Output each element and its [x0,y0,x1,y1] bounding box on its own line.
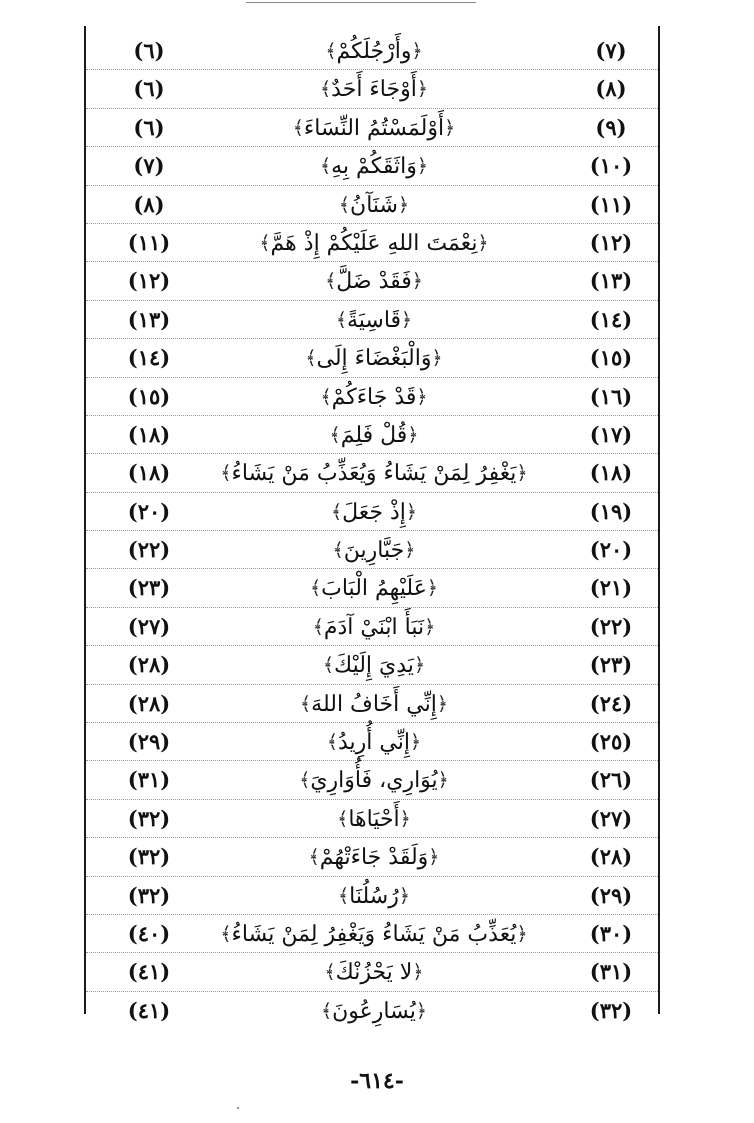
table-row [86,915,658,953]
row-quranic-word [204,301,544,339]
table-row [86,301,658,339]
row-verse-number: (٧) [595,38,627,63]
row-verse-number: (١٥) [589,345,633,371]
row-quranic-word [204,646,544,684]
row-quranic-word [204,953,544,991]
word-text: رُسُلُنَا [349,883,399,909]
row-verse-number: (٢٣) [589,652,633,678]
word-text: أَوْجَاءَ أَحَدٌ [331,77,417,103]
ornate-bracket-close: ﴾ [299,769,311,792]
row-quranic-word [204,992,544,1030]
ornate-bracket-close: ﴾ [325,40,337,62]
table-row [86,723,658,761]
word-text: نِعْمَتَ اللهِ عَلَيْكُمْ إِذْ هَمَّ [270,230,478,256]
ornate-bracket-close: ﴾ [338,884,350,907]
ornate-bracket-open: ﴿ [436,692,448,715]
row-verse-number: (١٤) [589,306,633,332]
ornate-bracket-close: ﴾ [320,78,332,101]
ornate-bracket-close: ﴾ [259,231,271,254]
word-text: وَاثَقَكُمْ بِهِ [331,154,417,180]
ornate-bracket-close: ﴾ [320,155,332,178]
ornate-bracket-open: ﴿ [411,270,423,293]
word-text: أَحْيَاهَا [348,806,400,832]
row-quranic-word [204,723,544,761]
ornate-bracket-close: ﴾ [322,654,335,677]
row-verse-number: (١٨) [589,460,633,486]
ornate-bracket-close: ﴾ [326,731,338,754]
word-text: نَبَأَ ابْنَيْ آدَمَ [323,614,425,640]
row-verse-number: (٨) [595,76,627,102]
ornate-bracket-open: ﴿ [416,78,428,101]
row-quranic-word [204,877,544,915]
row-page-reference: (٣٢) [127,882,171,908]
row-page-reference: (٣١) [127,767,171,793]
ornate-bracket-open: ﴿ [516,462,528,485]
table-row [86,877,658,915]
ornate-bracket-open: ﴿ [401,308,413,331]
word-text: يَدِيَ إِلَيْكَ [334,653,414,679]
table-row [86,493,658,531]
table-row [86,646,658,684]
row-verse-number: (٣٠) [589,920,633,946]
table-row [86,262,658,300]
top-rule [246,2,476,3]
ornate-bracket-close: ﴾ [329,423,341,446]
row-page-reference: (٣٢) [127,844,171,870]
row-verse-number: (١٢) [589,229,633,255]
ornate-bracket-open: ﴿ [407,423,419,446]
table-row [86,992,658,1030]
row-quranic-word [204,378,544,416]
row-verse-number: (٣١) [589,959,633,985]
table-row [86,186,658,224]
ornate-bracket-close: ﴾ [320,385,332,408]
table-row [86,32,658,70]
row-page-reference: (١١) [127,229,171,255]
scan-speck [237,1107,239,1109]
row-page-reference: (٦) [133,114,165,140]
row-page-reference: (١٨) [127,460,171,486]
row-verse-number: (٢٧) [589,805,633,831]
row-verse-number: (٢٢) [589,613,633,639]
row-page-reference: (٢٢) [127,537,171,563]
ornate-bracket-open: ﴿ [397,193,410,216]
ornate-bracket-open: ﴿ [405,500,418,523]
row-page-reference: (٧) [133,153,165,179]
row-quranic-word [204,569,544,607]
ornate-bracket-close: ﴾ [310,577,322,600]
row-page-reference: (٤١) [127,959,171,985]
table-row [86,224,658,262]
row-quranic-word [204,109,544,147]
row-page-reference: (٤٠) [127,920,171,946]
ornate-bracket-open: ﴿ [426,577,438,600]
table-row [86,608,658,646]
ornate-bracket-open: ﴿ [409,731,422,754]
word-text: شَنَآنُ [350,192,398,218]
word-text: فَقَدْ ضَلَّ [336,269,412,295]
row-verse-number: (١٩) [589,498,633,524]
ornate-bracket-close: ﴾ [330,500,343,523]
row-quranic-word [204,186,544,224]
row-quranic-word [204,531,544,569]
table-row [86,838,658,876]
row-quranic-word [204,685,544,723]
row-quranic-word [204,416,544,454]
table-row [86,454,658,492]
row-verse-number: (٢٩) [589,882,633,908]
row-quranic-word [204,800,544,838]
row-page-reference: (١٤) [127,345,171,371]
word-text: يُوَارِي، فَأُوَارِيَ [310,768,438,794]
row-page-reference: (٦) [133,38,165,63]
word-text: إِنِّي أُرِيدُ [338,730,410,756]
row-quranic-word [204,454,544,492]
ornate-bracket-open: ﴿ [415,999,427,1022]
row-page-reference: (٢٩) [127,729,171,755]
ornate-bracket-close: ﴾ [305,347,317,370]
row-verse-number: (٢٨) [589,844,633,870]
row-page-reference: (٢٧) [127,613,171,639]
word-text: وَلَقَدْ جَاءَتْهُمْ [319,845,429,871]
row-verse-number: (١٣) [589,268,633,294]
ornate-bracket-close: ﴾ [220,462,232,485]
row-quranic-word [204,838,544,876]
row-quranic-word [204,608,544,646]
word-text: يُعَذِّبُ مَنْ يَشَاءُ وَيَغْفِرُ لِمَنْ يَشَاءُ [231,921,517,947]
row-page-reference: (٣٢) [127,805,171,831]
row-page-reference: (٢٠) [127,498,171,524]
row-verse-number: (١١) [589,191,633,217]
word-text: جَبَّارِينَ [343,538,405,564]
row-page-reference: (٤١) [127,997,171,1023]
ornate-bracket-open: ﴿ [412,961,424,984]
page-number: -٦١٤- [350,1068,404,1094]
row-page-reference: (٢٨) [127,652,171,678]
word-text: إِنِّي أَخَافُ اللهَ [311,691,437,717]
row-verse-number: (١٠) [589,153,633,179]
row-page-reference: (١٥) [127,383,171,409]
table-row [86,70,658,108]
ornate-bracket-open: ﴿ [416,155,428,178]
row-page-reference: (١٨) [127,421,171,447]
ornate-bracket-close: ﴾ [325,270,337,293]
row-verse-number: (٢٠) [589,537,633,563]
row-verse-number: (٢٥) [589,729,633,755]
ornate-bracket-open: ﴿ [431,347,443,370]
table-row [86,953,658,991]
ornate-bracket-open: ﴿ [416,385,428,408]
row-quranic-word [204,70,544,108]
ornate-bracket-open: ﴿ [398,884,410,907]
row-verse-number: (٩) [595,114,627,140]
table-row [86,569,658,607]
word-text: لا يَحْزُنْكَ [335,960,413,986]
ornate-bracket-open: ﴿ [428,846,440,869]
ornate-bracket-open: ﴿ [437,769,449,792]
word-text: يَغْفِرُ لِمَنْ يَشَاءُ وَيُعَذِّبُ مَنْ يَشَاءُ [231,461,517,487]
ornate-bracket-close: ﴾ [337,807,349,830]
word-index-table [84,26,660,1024]
table-row [86,339,658,377]
row-quranic-word [204,493,544,531]
ornate-bracket-close: ﴾ [324,961,336,984]
ornate-bracket-open: ﴿ [516,922,528,945]
ornate-bracket-open: ﴿ [411,40,423,62]
row-page-reference: (٨) [133,191,165,217]
word-text: يُسَارِعُونَ [332,998,416,1024]
ornate-bracket-close: ﴾ [300,692,312,715]
ornate-bracket-close: ﴾ [292,116,304,139]
row-page-reference: (٢٣) [127,575,171,601]
word-text: عَلَيْهِمُ الْبَابَ [321,576,427,602]
row-quranic-word [204,224,544,262]
word-text: وأَرْجُلَكُمْ [336,39,412,64]
row-verse-number: (٢٦) [589,767,633,793]
row-verse-number: (١٧) [589,421,633,447]
row-quranic-word [204,32,544,70]
word-text: قُلْ فَلِمَ [340,422,408,448]
row-page-reference: (٦) [133,76,165,102]
ornate-bracket-close: ﴾ [308,846,320,869]
ornate-bracket-close: ﴾ [335,308,347,331]
table-row [86,685,658,723]
word-text: إِذْ جَعَلَ [342,499,406,525]
table-row [86,378,658,416]
row-quranic-word [204,761,544,799]
row-quranic-word [204,147,544,185]
table-row [86,531,658,569]
ornate-bracket-close: ﴾ [220,922,232,945]
table-rows [86,32,658,1030]
word-text: قَدْ جَاءَكُمْ [331,384,417,410]
ornate-bracket-open: ﴿ [424,615,436,638]
row-verse-number: (١٦) [589,383,633,409]
ornate-bracket-open: ﴿ [413,654,426,677]
word-text: أَوْلَمَسْتُمُ النِّسَاءَ [303,115,445,141]
table-row [86,761,658,799]
word-text: وَالْبَغْضَاءَ إِلَى [316,346,432,372]
table-row [86,800,658,838]
row-quranic-word [204,262,544,300]
row-quranic-word [204,915,544,953]
row-quranic-word [204,339,544,377]
ornate-bracket-open: ﴿ [477,231,489,254]
ornate-bracket-close: ﴾ [332,539,344,562]
row-page-reference: (٢٨) [127,690,171,716]
row-verse-number: (٢١) [589,575,633,601]
row-page-reference: (١٢) [127,268,171,294]
table-row [86,416,658,454]
row-verse-number: (٣٢) [589,997,633,1023]
table-row [86,147,658,185]
row-page-reference: (١٣) [127,306,171,332]
ornate-bracket-close: ﴾ [320,999,333,1022]
ornate-bracket-close: ﴾ [338,193,351,216]
word-text: قَاسِيَةً [346,307,402,333]
ornate-bracket-open: ﴿ [404,539,416,562]
ornate-bracket-open: ﴿ [444,116,456,139]
ornate-bracket-close: ﴾ [312,615,324,638]
table-row [86,109,658,147]
ornate-bracket-open: ﴿ [399,807,411,830]
row-verse-number: (٢٤) [589,690,633,716]
